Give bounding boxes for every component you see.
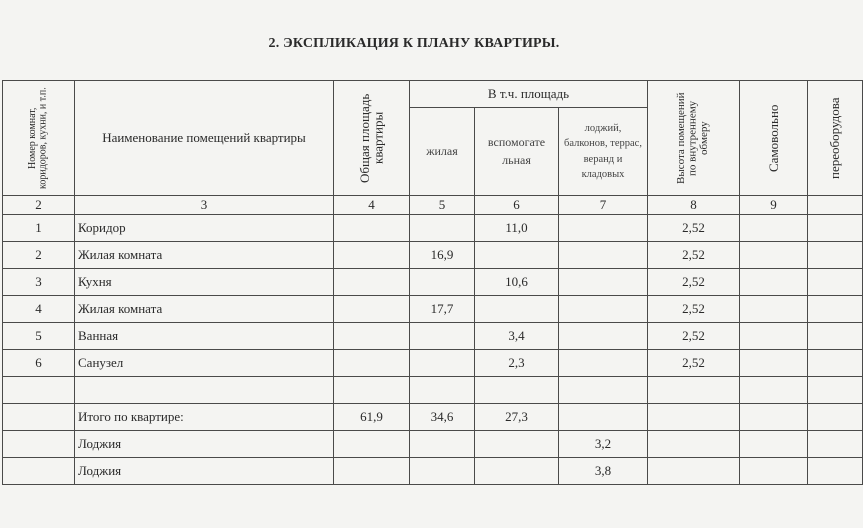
total-area: [334, 269, 410, 296]
table-row: [3, 350, 863, 377]
loggia-area: [559, 215, 648, 242]
living-area: 17,7: [410, 296, 475, 323]
column-number: 4: [334, 196, 410, 215]
header-self-made: Самовольно: [740, 81, 808, 196]
table-row: [3, 296, 863, 323]
loggia-row: [3, 458, 863, 485]
loggia-area: 3,8: [559, 458, 648, 485]
room-height: 2,52: [648, 269, 740, 296]
total-area: [334, 323, 410, 350]
explication-table: [2, 80, 863, 485]
column-number: 5: [410, 196, 475, 215]
room-number: 3: [3, 269, 75, 296]
living-area: [410, 323, 475, 350]
room-number: 4: [3, 296, 75, 323]
room-name: Жилая комната: [75, 242, 334, 269]
loggia-area: [559, 269, 648, 296]
room-number: 6: [3, 350, 75, 377]
loggia-name: Лоджия: [75, 431, 334, 458]
column-number: 8: [648, 196, 740, 215]
total-area: [334, 296, 410, 323]
total-area: [334, 350, 410, 377]
room-number: 5: [3, 323, 75, 350]
document-title: 2. ЭКСПЛИКАЦИЯ К ПЛАНУ КВАРТИРЫ.: [268, 36, 560, 51]
room-name: Ванная: [75, 323, 334, 350]
self-made: [740, 350, 808, 377]
room-number: 2: [3, 242, 75, 269]
loggia-area: [559, 323, 648, 350]
column-number: 7: [559, 196, 648, 215]
header-loggia-area: лоджий, балконов, террас, веранд и кладовых: [559, 108, 648, 196]
header-height: Высота помещений по внутреннему обмеру: [648, 81, 740, 196]
table-row: [3, 242, 863, 269]
aux-area: 10,6: [475, 269, 559, 296]
room-number: 1: [3, 215, 75, 242]
living-area: 16,9: [410, 242, 475, 269]
total-label: Итого по квартире:: [75, 404, 334, 431]
total-area: [334, 242, 410, 269]
loggia-area: [559, 242, 648, 269]
loggia-name: Лоджия: [75, 458, 334, 485]
column-numbers-row: [3, 196, 863, 215]
table-row: [3, 215, 863, 242]
living-area-sum: 34,6: [410, 404, 475, 431]
living-area: [410, 215, 475, 242]
self-made: [740, 323, 808, 350]
header-rebuild: переоборудова: [808, 81, 863, 196]
room-name: Санузел: [75, 350, 334, 377]
header-aux-area: вспомогате льная: [475, 108, 559, 196]
room-name: Кухня: [75, 269, 334, 296]
column-number: [808, 196, 863, 215]
header-living-area: жилая: [410, 108, 475, 196]
loggia-area: 3,2: [559, 431, 648, 458]
column-number: 3: [75, 196, 334, 215]
room-name: Жилая комната: [75, 296, 334, 323]
total-area: [334, 215, 410, 242]
header-group-area: В т.ч. площадь: [410, 81, 648, 108]
living-area: [410, 350, 475, 377]
table-row-empty: [3, 377, 863, 404]
header-room-number: Номер комнат, коридоров, кухни, и т.п.: [3, 81, 75, 196]
column-number: 2: [3, 196, 75, 215]
column-number: 9: [740, 196, 808, 215]
room-height: 2,52: [648, 296, 740, 323]
self-made: [740, 215, 808, 242]
self-made: [740, 269, 808, 296]
table-row: [3, 269, 863, 296]
header-total-area: Общая площадь квартиры: [334, 81, 410, 196]
room-name: Коридор: [75, 215, 334, 242]
room-height: 2,52: [648, 350, 740, 377]
aux-area: [475, 242, 559, 269]
self-made: [740, 242, 808, 269]
aux-area: 2,3: [475, 350, 559, 377]
loggia-area: [559, 296, 648, 323]
self-made: [740, 296, 808, 323]
column-number: 6: [475, 196, 559, 215]
aux-area-sum: 27,3: [475, 404, 559, 431]
loggia-row: [3, 431, 863, 458]
aux-area: 11,0: [475, 215, 559, 242]
aux-area: 3,4: [475, 323, 559, 350]
aux-area: [475, 296, 559, 323]
total-area-sum: 61,9: [334, 404, 410, 431]
room-height: 2,52: [648, 323, 740, 350]
total-row: [3, 404, 863, 431]
room-height: 2,52: [648, 242, 740, 269]
loggia-area: [559, 350, 648, 377]
header-room-name: Наименование помещений квартиры: [75, 81, 334, 196]
room-height: 2,52: [648, 215, 740, 242]
table-row: [3, 323, 863, 350]
living-area: [410, 269, 475, 296]
